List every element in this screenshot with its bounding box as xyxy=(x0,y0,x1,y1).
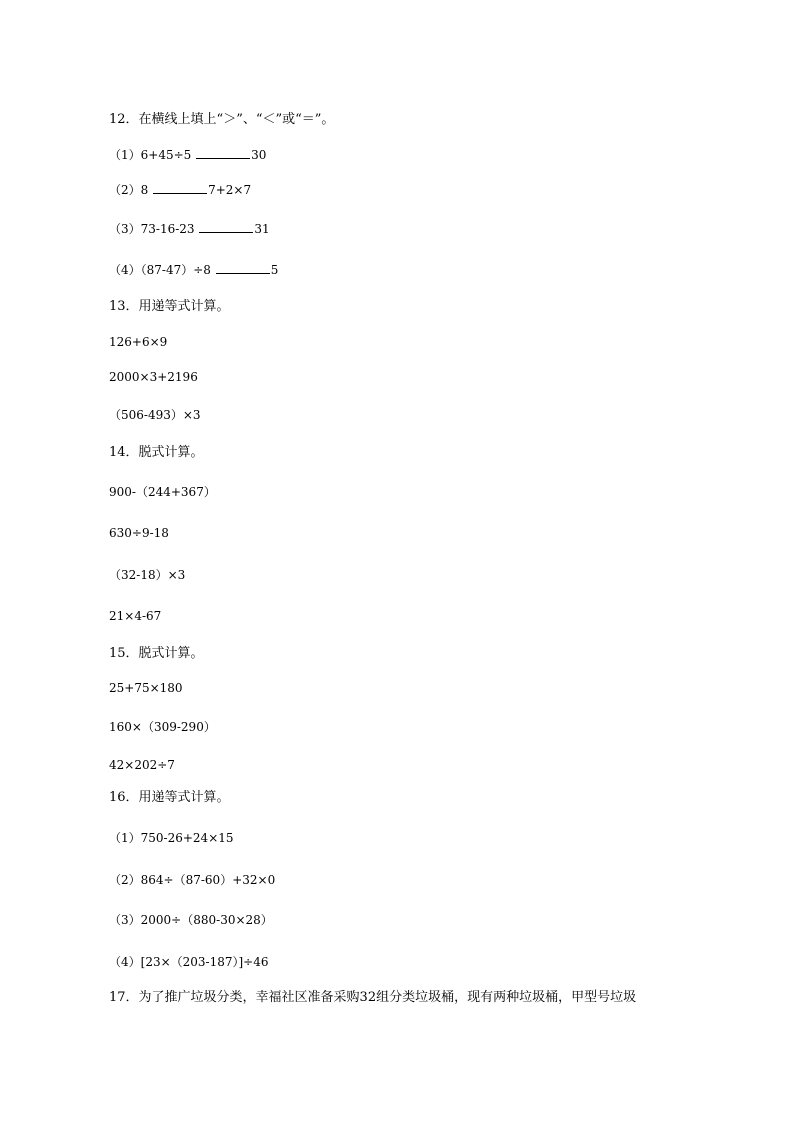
question-14-item-1: 900-（244+367） xyxy=(109,485,216,499)
item-left-text: （3）73-16-23 xyxy=(109,222,199,236)
question-14-heading: 14．脱式计算。 xyxy=(109,445,204,460)
question-15-heading: 15．脱式计算。 xyxy=(109,646,204,661)
item-left-text: （2）8 xyxy=(109,183,153,197)
answer-blank[interactable] xyxy=(153,182,207,194)
question-16-item-1: （1）750-26+24×15 xyxy=(109,831,234,845)
item-left-text: （4）（87-47）÷8 xyxy=(109,263,215,277)
question-14-item-3: （32-18）×3 xyxy=(109,568,186,582)
question-13-item-1: 126+6×9 xyxy=(109,335,168,349)
question-13-item-2: 2000×3+2196 xyxy=(109,370,198,384)
answer-blank[interactable] xyxy=(216,262,270,274)
question-12-item-2 xyxy=(109,182,251,198)
question-17-heading: 17．为了推广垃圾分类，幸福社区准备采购32组分类垃圾桶，现有两种垃圾桶，甲型号垃圾 xyxy=(109,990,637,1005)
question-12-item-3 xyxy=(109,221,270,237)
question-12-item-1 xyxy=(109,147,266,163)
question-12-item-4 xyxy=(109,262,278,278)
question-13-heading: 13．用递等式计算。 xyxy=(109,299,230,314)
answer-blank[interactable] xyxy=(196,147,250,159)
question-14-item-4: 21×4-67 xyxy=(109,609,162,623)
question-15-item-2: 160×（309-290） xyxy=(109,720,216,734)
item-left-text: （1）6+45÷5 xyxy=(109,148,196,162)
question-14-item-2: 630÷9-18 xyxy=(109,526,169,540)
question-16-heading: 16．用递等式计算。 xyxy=(109,790,230,805)
item-right-text: 30 xyxy=(251,148,267,162)
question-16-item-2: （2）864÷（87-60）+32×0 xyxy=(109,873,276,887)
question-15-item-3: 42×202÷7 xyxy=(109,758,175,772)
item-right-text: 7+2×7 xyxy=(208,183,252,197)
question-16-item-3: （3）2000÷（880-30×28） xyxy=(109,913,273,927)
answer-blank[interactable] xyxy=(199,221,253,233)
item-right-text: 5 xyxy=(270,263,279,277)
question-12-heading: 12．在横线上填上“＞”、“＜”或“＝”。 xyxy=(109,112,335,127)
item-right-text: 31 xyxy=(254,222,270,236)
question-16-item-4: （4）[23×（203-187）]÷46 xyxy=(109,955,269,969)
question-15-item-1: 25+75×180 xyxy=(109,681,183,695)
question-13-item-3: （506-493）×3 xyxy=(109,408,201,422)
